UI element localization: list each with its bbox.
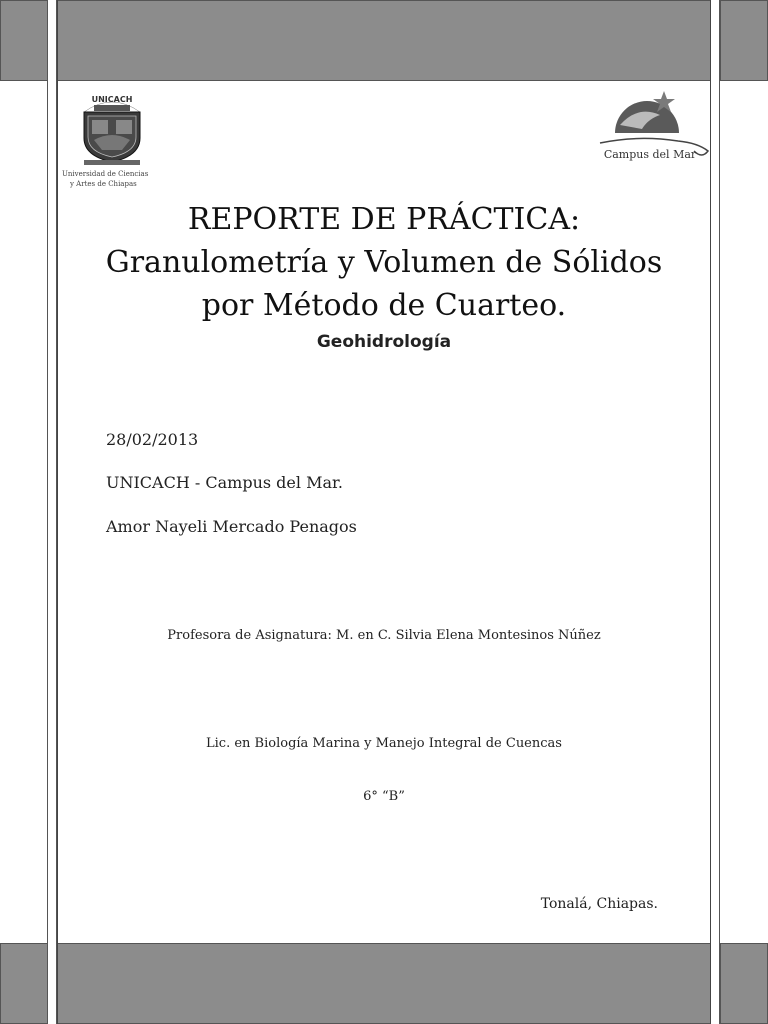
crest-arch-text: UNICACH (91, 95, 133, 104)
title-line-2: Granulometría y Volumen de Sólidos (105, 245, 663, 280)
program-line: Lic. en Biología Marina y Manejo Integral de Cuencas (206, 736, 562, 751)
title-line-3: por Método de Cuarteo. (201, 288, 567, 323)
crest-caption-line1: Universidad de Ciencias (62, 170, 149, 178)
institution: UNICACH - Campus del Mar. (106, 473, 343, 492)
frame-bottom-right (720, 943, 768, 1024)
title-line-1: REPORTE DE PRÁCTICA: (187, 202, 581, 237)
frame-top-right (720, 0, 768, 81)
professor-line: Profesora de Asignatura: M. en C. Silvia Elena Montesinos Núñez (167, 628, 601, 643)
group-line: 6° “B” (363, 789, 405, 804)
crest-caption-line2: y Artes de Chiapas (70, 180, 137, 188)
frame-top-left (0, 0, 48, 81)
frame-left-strip (47, 0, 57, 1024)
place-line: Tonalá, Chiapas. (540, 896, 658, 912)
report-date: 28/02/2013 (106, 430, 199, 449)
campus-del-mar-logo (598, 85, 710, 165)
frame-bottom-left (0, 943, 48, 1024)
subject-name: Geohidrología (316, 332, 452, 352)
author-name: Amor Nayeli Mercado Penagos (106, 517, 357, 536)
frame-right-strip (710, 0, 720, 1024)
campus-caption: Campus del Mar (603, 148, 697, 161)
unicach-crest-logo (62, 90, 162, 190)
report-title (57, 198, 711, 327)
